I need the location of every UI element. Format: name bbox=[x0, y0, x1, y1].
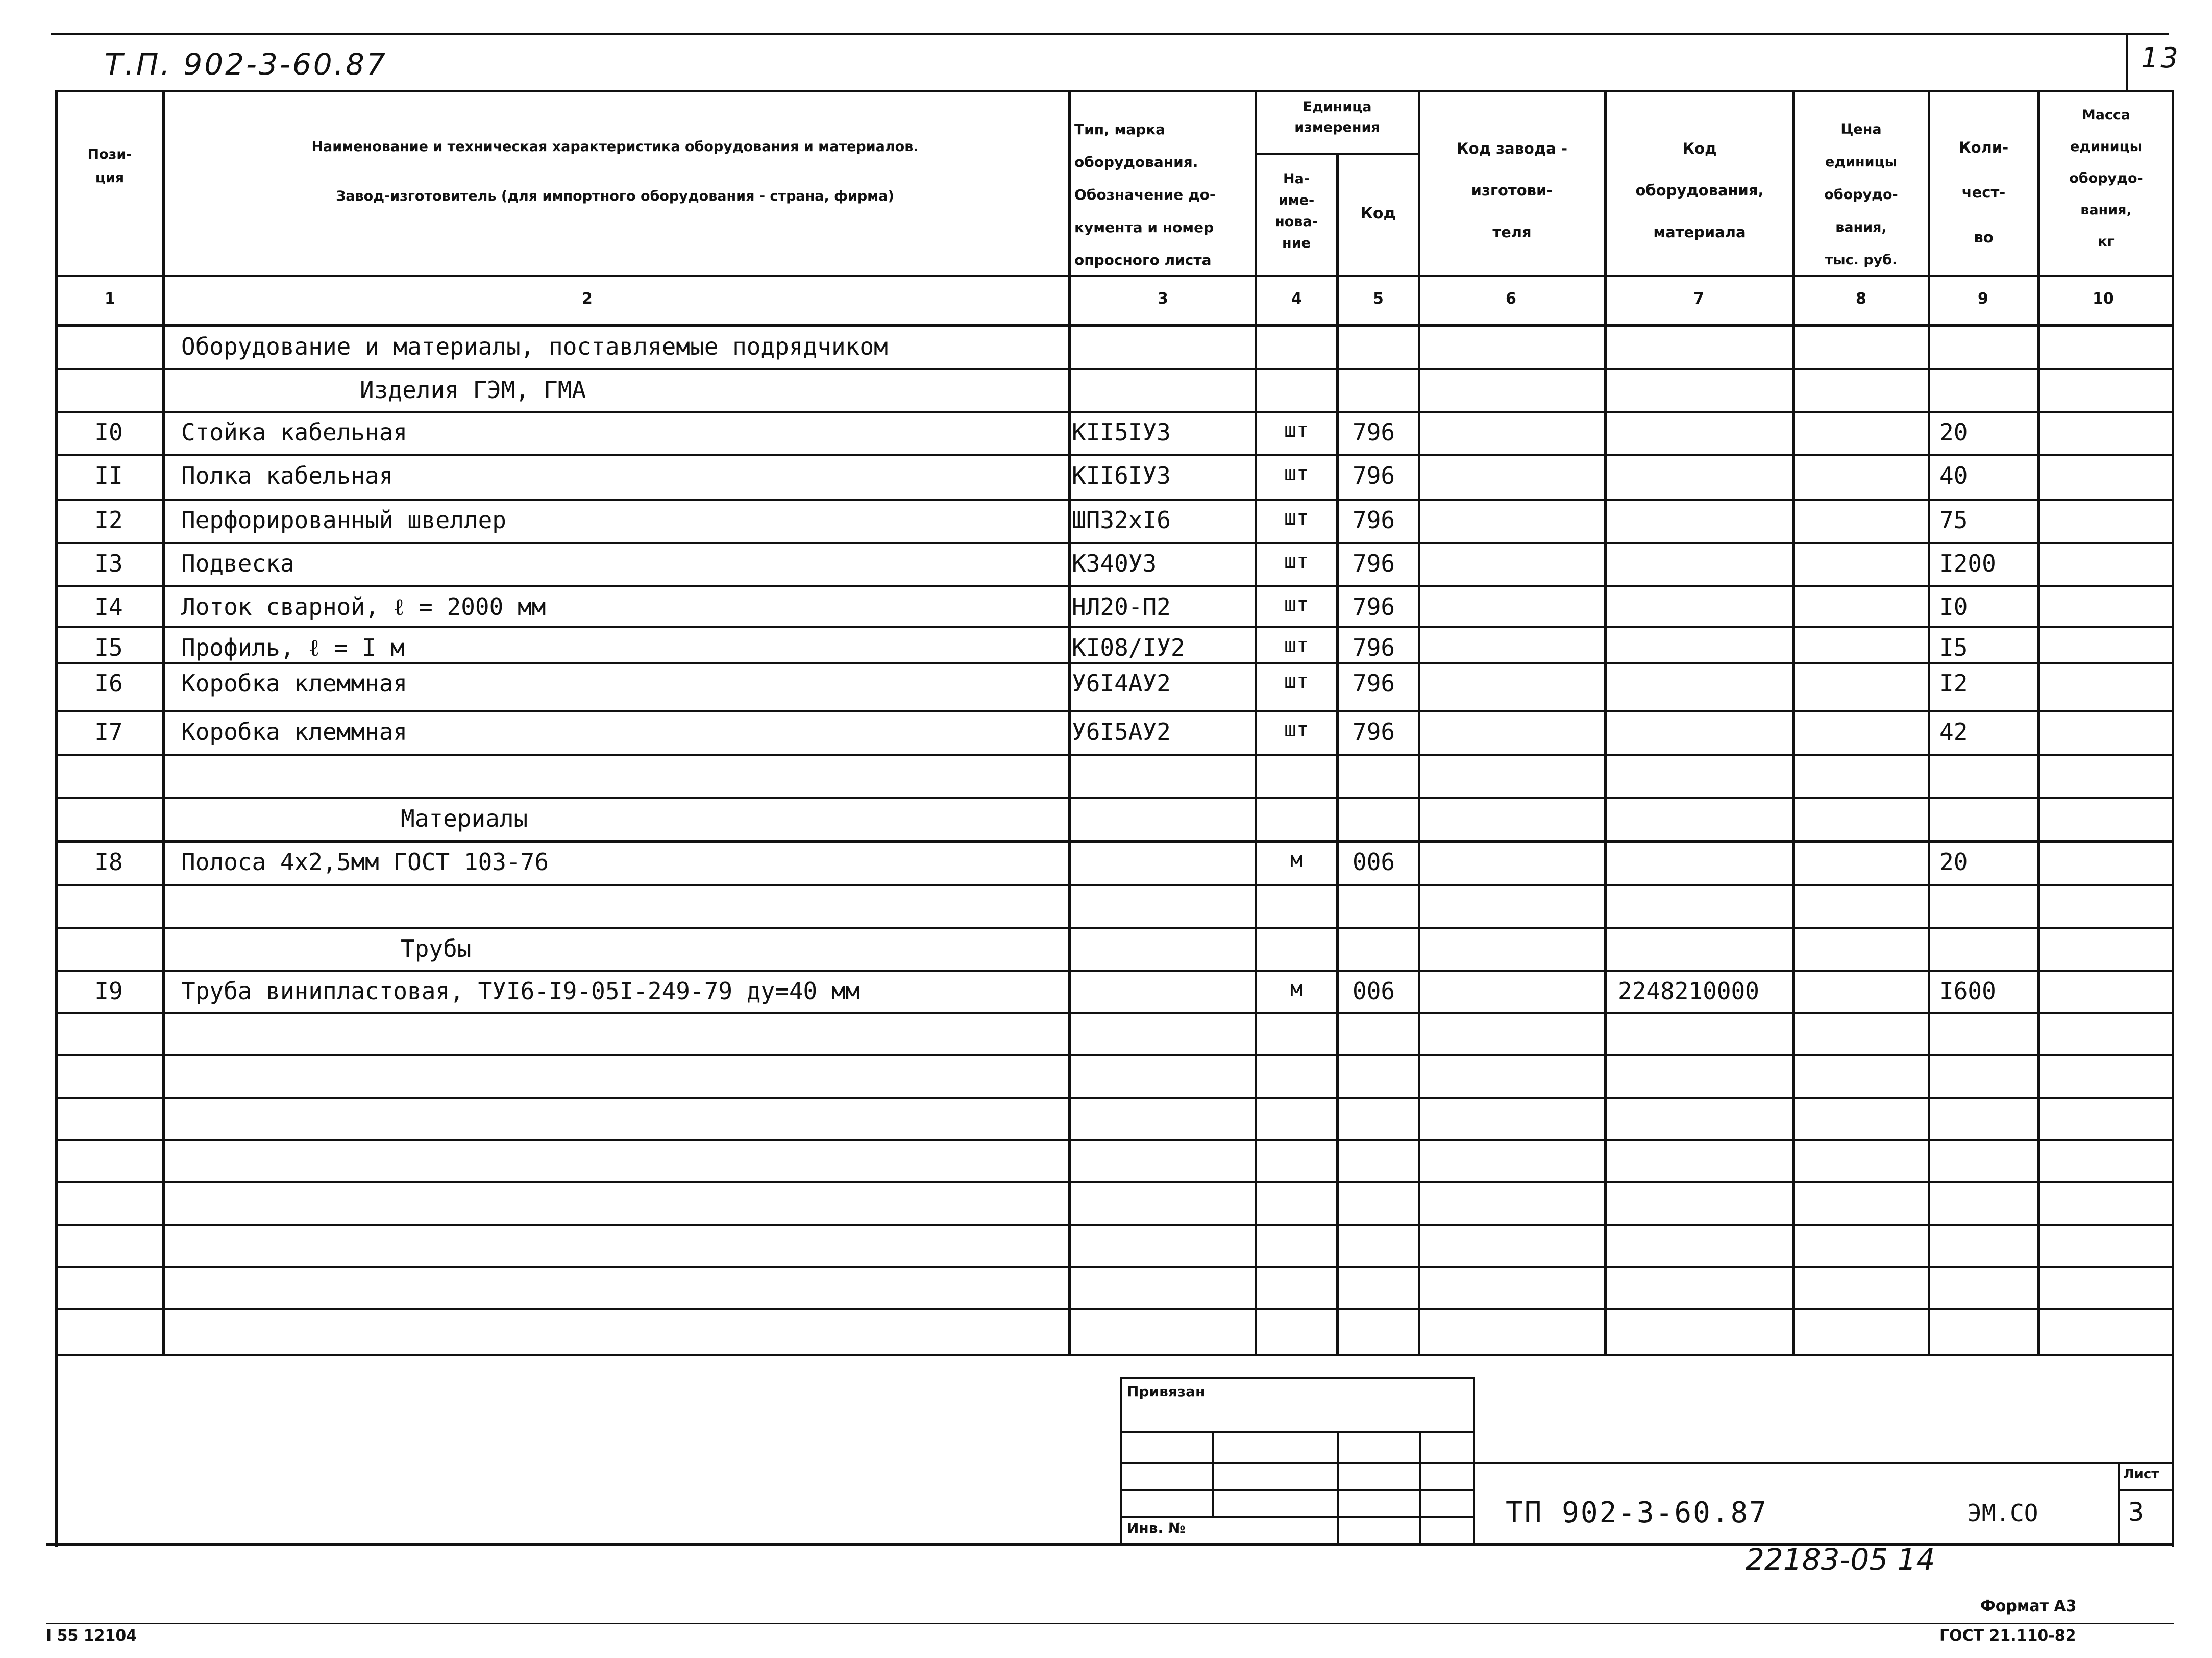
cell-quantity: I600 bbox=[1939, 977, 1996, 1005]
cell-name: Коробка клеммная bbox=[181, 718, 408, 746]
cell-type: К340У3 bbox=[1072, 550, 1157, 577]
cell-name: Полка кабельная bbox=[181, 462, 394, 489]
cell-position: I2 bbox=[94, 506, 123, 534]
header-material-code: Код оборудования, материала bbox=[1635, 140, 1764, 241]
cell-unit-code: 796 bbox=[1353, 462, 1395, 489]
cell-unit-code: 006 bbox=[1353, 977, 1395, 1005]
column-number: 7 bbox=[1693, 290, 1704, 308]
column-number: 10 bbox=[2093, 290, 2114, 308]
cell-quantity: 20 bbox=[1939, 848, 1968, 876]
header-plant-code: Код завода - изготови- теля bbox=[1457, 140, 1567, 241]
cell-material-code: 2248210000 bbox=[1618, 977, 1759, 1005]
privyazan-label: Привязан bbox=[1127, 1383, 1206, 1400]
cell-unit-code: 796 bbox=[1353, 718, 1395, 746]
cell-name: Трубы bbox=[401, 935, 472, 962]
cell-unit-name: м bbox=[1290, 977, 1303, 1001]
cell-type: ШП32хI6 bbox=[1072, 506, 1171, 534]
cell-type: НЛ20-П2 bbox=[1072, 593, 1171, 621]
column-number: 6 bbox=[1506, 290, 1516, 308]
cell-type: У6I5АУ2 bbox=[1072, 718, 1171, 746]
cell-unit-code: 006 bbox=[1353, 848, 1395, 876]
sheet-number: 3 bbox=[2128, 1497, 2144, 1527]
cell-type: КI08/IУ2 bbox=[1072, 634, 1185, 661]
cell-unit-name: шт bbox=[1284, 593, 1309, 616]
cell-unit-name: шт bbox=[1284, 718, 1309, 741]
cell-unit-code: 796 bbox=[1353, 634, 1395, 661]
column-number: 2 bbox=[582, 290, 593, 308]
header-mass: Масса единицы оборудо- вания, кг bbox=[2069, 107, 2143, 250]
cell-quantity: 75 bbox=[1939, 506, 1968, 534]
cell-name: Полоса 4х2,5мм ГОСТ 103-76 bbox=[181, 848, 549, 876]
cell-position: I0 bbox=[94, 418, 123, 446]
column-number: 5 bbox=[1373, 290, 1384, 308]
cell-unit-name: м bbox=[1290, 848, 1303, 872]
cell-quantity: 40 bbox=[1939, 462, 1968, 489]
cell-name: Лоток сварной, ℓ = 2000 мм bbox=[181, 593, 546, 621]
cell-position: II bbox=[94, 462, 123, 489]
cell-name: Оборудование и материалы, поставляемые подрядчиком bbox=[181, 333, 888, 360]
column-number: 9 bbox=[1978, 290, 1988, 308]
cell-unit-code: 796 bbox=[1353, 550, 1395, 577]
cell-unit-name: шт bbox=[1284, 550, 1309, 573]
cell-name: Труба винипластовая, ТУI6-I9-05I-249-79 ду=40 мм bbox=[181, 977, 860, 1005]
cell-quantity: I200 bbox=[1939, 550, 1996, 577]
header-type: Тип, марка оборудования. Обозначение до- кумента и номер опросного листа bbox=[1074, 121, 1216, 268]
cell-unit-name: шт bbox=[1284, 418, 1309, 442]
cell-name: Стойка кабельная bbox=[181, 418, 408, 446]
cell-type: КII5IУ3 bbox=[1072, 418, 1171, 446]
header-quantity: Коли- чест- во bbox=[1958, 139, 2009, 246]
document-mark: ЭМ.СО bbox=[1968, 1499, 2038, 1527]
cell-unit-code: 796 bbox=[1353, 670, 1395, 697]
cell-position: I4 bbox=[94, 593, 123, 621]
document-title: Т.П. 902-3-60.87 bbox=[105, 47, 387, 82]
cell-name: Материалы bbox=[401, 805, 528, 832]
column-number: 8 bbox=[1856, 290, 1866, 308]
cell-unit-name: шт bbox=[1284, 634, 1309, 657]
sheet-corner-number: 13 bbox=[2141, 42, 2180, 74]
cell-unit-code: 796 bbox=[1353, 593, 1395, 621]
header-unit-name: На- име- нова- ние bbox=[1275, 171, 1318, 251]
cell-unit-code: 796 bbox=[1353, 506, 1395, 534]
cell-position: I9 bbox=[94, 977, 123, 1005]
cell-unit-code: 796 bbox=[1353, 418, 1395, 446]
inventory-number-label: Инв. № bbox=[1127, 1520, 1186, 1537]
cell-quantity: 20 bbox=[1939, 418, 1968, 446]
header-name-line1: Наименование и техническая характеристика оборудования и материалов. bbox=[311, 139, 919, 155]
cell-quantity: 42 bbox=[1939, 718, 1968, 746]
column-number: 3 bbox=[1158, 290, 1168, 308]
cell-name: Подвеска bbox=[181, 550, 294, 577]
cell-name: Профиль, ℓ = I м bbox=[181, 634, 405, 661]
cell-position: I5 bbox=[94, 634, 123, 661]
header-unit-group: Единица измерения bbox=[1294, 99, 1380, 135]
cell-unit-name: шт bbox=[1284, 506, 1309, 530]
cell-position: I8 bbox=[94, 848, 123, 876]
header-name-line2: Завод-изготовитель (для импортного оборудования - страна, фирма) bbox=[336, 188, 894, 204]
cell-unit-name: шт bbox=[1284, 462, 1309, 485]
left-code-label: I 55 12104 bbox=[46, 1627, 137, 1645]
cell-quantity: I5 bbox=[1939, 634, 1968, 661]
handwritten-number: 22183-05 14 bbox=[1746, 1542, 1935, 1577]
cell-unit-name: шт bbox=[1284, 670, 1309, 693]
sheet-label: Лист bbox=[2123, 1467, 2159, 1482]
cell-position: I6 bbox=[94, 670, 123, 697]
cell-position: I3 bbox=[94, 550, 123, 577]
column-number: 4 bbox=[1291, 290, 1302, 308]
cell-name: Коробка клеммная bbox=[181, 670, 408, 697]
cell-name: Изделия ГЭМ, ГМА bbox=[360, 376, 586, 404]
cell-quantity: I0 bbox=[1939, 593, 1968, 621]
header-price: Цена единицы оборудо- вания, тыс. руб. bbox=[1824, 121, 1898, 268]
format-label: Формат А3 bbox=[1980, 1597, 2077, 1615]
cell-type: КII6IУ3 bbox=[1072, 462, 1171, 489]
column-number: 1 bbox=[105, 290, 115, 308]
gost-label: ГОСТ 21.110-82 bbox=[1939, 1627, 2076, 1645]
cell-position: I7 bbox=[94, 718, 123, 746]
document-code: ТП 902-3-60.87 bbox=[1506, 1496, 1768, 1529]
cell-name: Перфорированный швеллер bbox=[181, 506, 506, 534]
cell-type: У6I4АУ2 bbox=[1072, 670, 1171, 697]
header-unit-code: Код bbox=[1360, 205, 1396, 222]
header-position: Пози- ция bbox=[87, 146, 132, 186]
cell-quantity: I2 bbox=[1939, 670, 1968, 697]
